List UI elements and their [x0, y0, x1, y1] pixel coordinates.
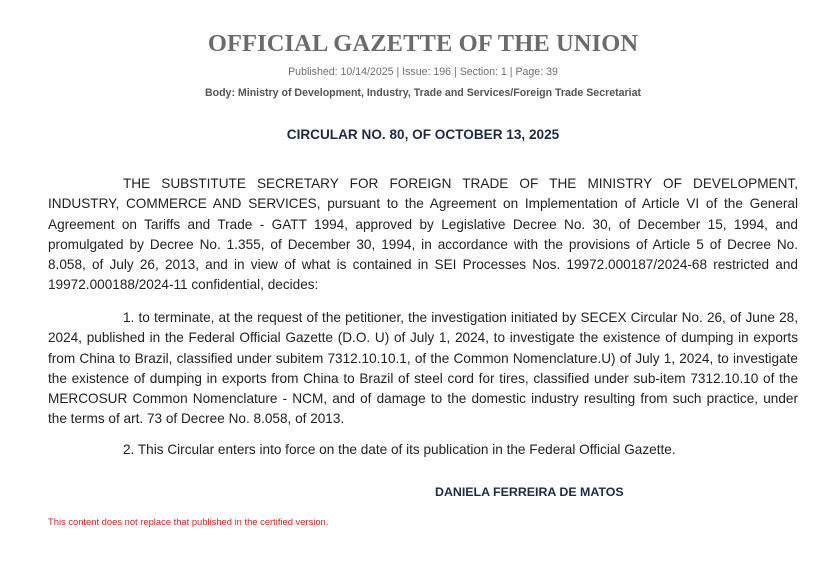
gazette-title: OFFICIAL GAZETTE OF THE UNION [207, 30, 639, 57]
circular-item-1: 1. to terminate, at the request of the petitioner, the investigation initiated by SECEX Circular No. 26, of June 28, 2024, published in the Federal Official Gazette (D.O. U) of July 1, 2024, to investigate the existence of dumping in exports from China to Brazil, classified under subitem 7312.10.10.1, of the Common Nomenclature.U) of July 1, 2024, to investigate the existence of dumping in exports from China to Brazil of steel cord for tires, classified under sub-item 7312.10.10 of the MERCOSUR Common Nomenclature - NCM, and of damage to the domestic industry resulting from such practice, under the terms of art. 73 of Decree No. 8.058, of 2013. [48, 310, 798, 427]
issuing-body: Body: Ministry of Development, Industry, Trade and Services/Foreign Trade Secretariat [204, 87, 642, 99]
signatory-name: DANIELA FERREIRA DE MATOS [435, 485, 624, 499]
circular-title: CIRCULAR NO. 80, OF OCTOBER 13, 2025 [286, 127, 560, 142]
circular-intro-paragraph: THE SUBSTITUTE SECRETARY FOR FOREIGN TRADE OF THE MINISTRY OF DEVELOPMENT, INDUSTRY, COMMERCE AND SERVICES, pursuant to the Agreement on Implementation of Article VI of the General Agreement on Tariffs and Trade - GATT 1994, approved by Legislative Decree No. 30, of December 15, 1994, and promulgated by Decree No. 1.355, of December 30, 1994, in accordance with the provisions of Article 5 of Decree No. 8.058, of July 26, 2013, and in view of what is contained in SEI Processes Nos. 19972.000187/2024-68 restricted and 19972.000188/2024-11 confidential, decides: [48, 176, 798, 293]
circular-item-2: 2. This Circular enters into force on the date of its publication in the Federal Official Gazette. [123, 442, 676, 457]
certified-version-disclaimer: This content does not replace that published in the certified version. [48, 516, 329, 527]
publication-info: Published: 10/14/2025 | Issue: 196 | Section: 1 | Page: 39 [288, 66, 558, 78]
